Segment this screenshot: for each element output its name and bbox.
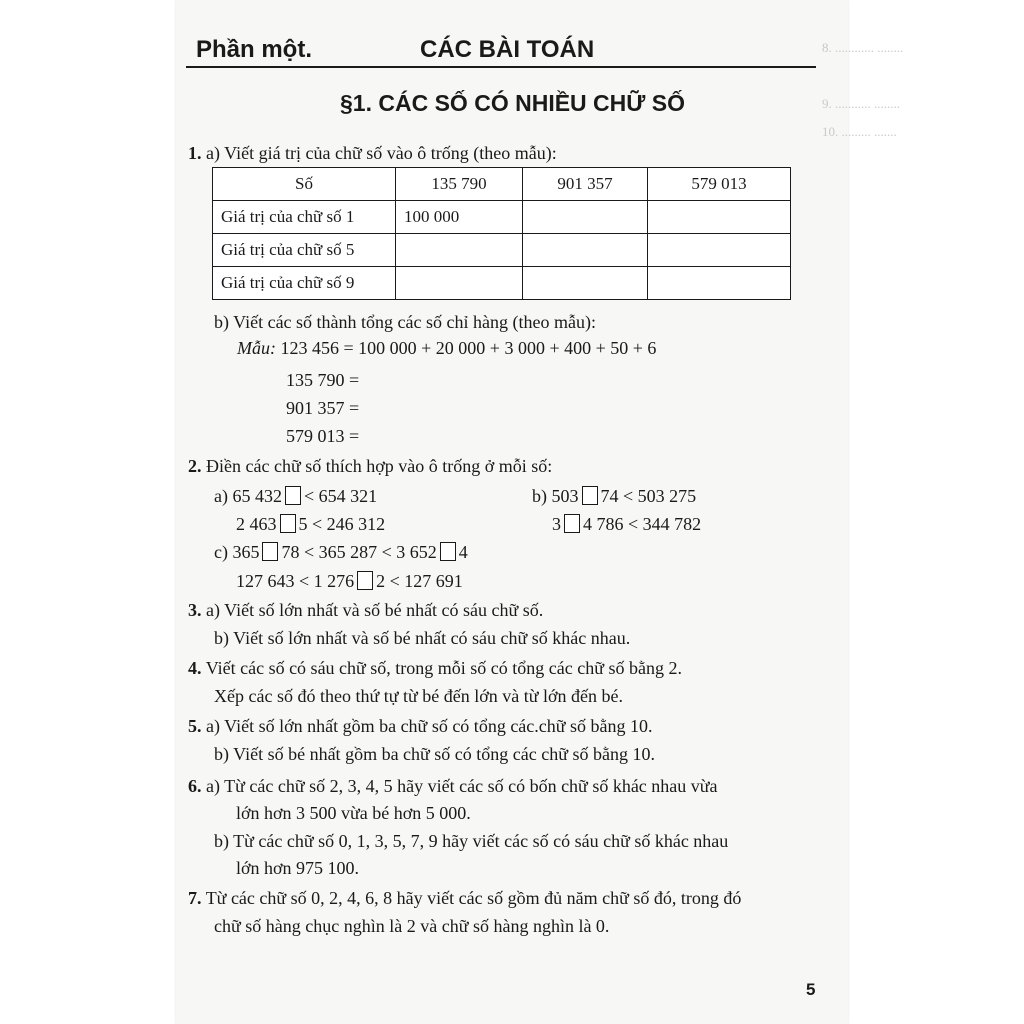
inequality-left: a) 65 432 [214,486,282,506]
table-header-row [213,168,791,201]
example-label: Mẫu: [237,338,276,358]
inequality [552,514,701,535]
problem-5-b: b) Viết số bé nhất gồm ba chữ số có tổng các chữ số bằng 10. [214,744,655,764]
table-header-cell: 579 013 [648,168,791,201]
inequality [214,542,468,563]
problem-text: a) Viết giá trị của chữ số vào ô trống (theo mẫu): [206,143,557,163]
table-row [213,201,791,234]
table-header-cell: 901 357 [523,168,648,201]
part-label: Phần một. [196,36,313,63]
example-expression: 123 456 = 100 000 + 20 000 + 3 000 + 400 + 50 + 6 [280,338,657,358]
blank-box [582,486,598,505]
inequality-right: 2 < 127 691 [376,571,463,591]
problem-3-a [188,600,543,621]
inequality-right: 74 < 503 275 [600,486,697,506]
inequality-middle: 78 < 365 287 < 3 652 [281,542,437,562]
inequality [236,514,385,535]
inequality [532,486,696,507]
problem-4-line-2: Xếp các số đó theo thứ tự từ bé đến lớn và từ lớn đến bé. [214,686,623,706]
problem-5-a [188,716,653,737]
show-through-text: 10. ......... ....... [822,124,897,139]
part-title: CÁC BÀI TOÁN [420,36,595,63]
row-label: Giá trị của chữ số 9 [213,267,396,300]
problem-2 [188,456,552,477]
problem-6-a-line-2: lớn hơn 3 500 vừa bé hơn 5 000. [236,803,471,823]
inequality-right: 4 786 < 344 782 [583,514,702,534]
problem-number: 7. [188,888,202,908]
table-header-cell: 135 790 [396,168,523,201]
inequality-left: b) 503 [532,486,579,506]
answer-line: 135 790 = [286,370,360,390]
problem-number: 4. [188,658,202,678]
problem-text: a) Từ các chữ số 2, 3, 4, 5 hãy viết các số có bốn chữ số khác nhau vừa [206,776,718,796]
table-cell: 100 000 [396,201,523,234]
problem-number: 2. [188,456,202,476]
blank-box [262,542,278,561]
problem-1-b: b) Viết các số thành tổng các số chỉ hàng (theo mẫu): [214,312,596,332]
problem-text: a) Viết số lớn nhất và số bé nhất có sáu chữ số. [206,600,544,620]
blank-box [285,486,301,505]
table-cell [648,267,791,300]
inequality-right: 5 < 246 312 [298,514,386,534]
problem-6-b-line-2: lớn hơn 975 100. [236,858,360,878]
table-cell [648,234,791,267]
table-cell [523,234,648,267]
table-cell [523,267,648,300]
row-label: Giá trị của chữ số 5 [213,234,396,267]
table-cell [648,201,791,234]
section-title: §1. CÁC SỐ CÓ NHIỀU CHỮ SỐ [340,90,685,116]
problem-text: Điền các chữ số thích hợp vào ô trống ở mỗi số: [206,456,553,476]
blank-box [357,571,373,590]
blank-box [440,542,456,561]
page-number: 5 [806,980,816,999]
table-row [213,234,791,267]
problem-7-line-2: chữ số hàng chục nghìn là 2 và chữ số hàng nghìn là 0. [214,916,610,936]
table-row [213,267,791,300]
part-header [186,36,816,68]
problem-text: Từ các chữ số 0, 2, 4, 6, 8 hãy viết các số gồm đủ năm chữ số đó, trong đó [205,888,742,908]
table-cell [523,201,648,234]
inequality-left: 3 [552,514,561,534]
table-cell [396,267,523,300]
blank-box [280,514,296,533]
table-header-cell: Số [213,168,396,201]
problem-3-b: b) Viết số lớn nhất và số bé nhất có sáu chữ số khác nhau. [214,628,631,648]
problem-number: 3. [188,600,202,620]
problem-text: a) Viết số lớn nhất gồm ba chữ số có tổng các.chữ số bằng 10. [206,716,653,736]
problem-number: 1. [188,143,202,163]
place-value-table [212,167,791,300]
inequality-left: 2 463 [236,514,277,534]
problem-text: Viết các số có sáu chữ số, trong mỗi số có tổng các chữ số bằng 2. [205,658,683,678]
problem-7 [188,888,741,909]
problem-4 [188,658,682,679]
inequality-right: < 654 321 [303,486,378,506]
inequality [236,571,463,592]
example-line [237,338,656,359]
inequality-left: c) 365 [214,542,260,562]
inequality-left: 127 643 < 1 276 [236,571,355,591]
answer-line: 901 357 = [286,398,360,418]
problem-1-a [188,143,557,164]
problem-number: 6. [188,776,202,796]
problem-6-b: b) Từ các chữ số 0, 1, 3, 5, 7, 9 hãy viết các số có sáu chữ số khác nhau [214,831,729,851]
problem-6-a [188,776,718,797]
table-cell [396,234,523,267]
blank-box [564,514,580,533]
show-through-text: 8. ............ ........ [822,40,904,55]
inequality-right: 4 [458,542,468,562]
show-through-text: 9. ........... ........ [822,96,900,111]
problem-number: 5. [188,716,202,736]
answer-line: 579 013 = [286,426,360,446]
row-label: Giá trị của chữ số 1 [213,201,396,234]
inequality [214,486,377,507]
